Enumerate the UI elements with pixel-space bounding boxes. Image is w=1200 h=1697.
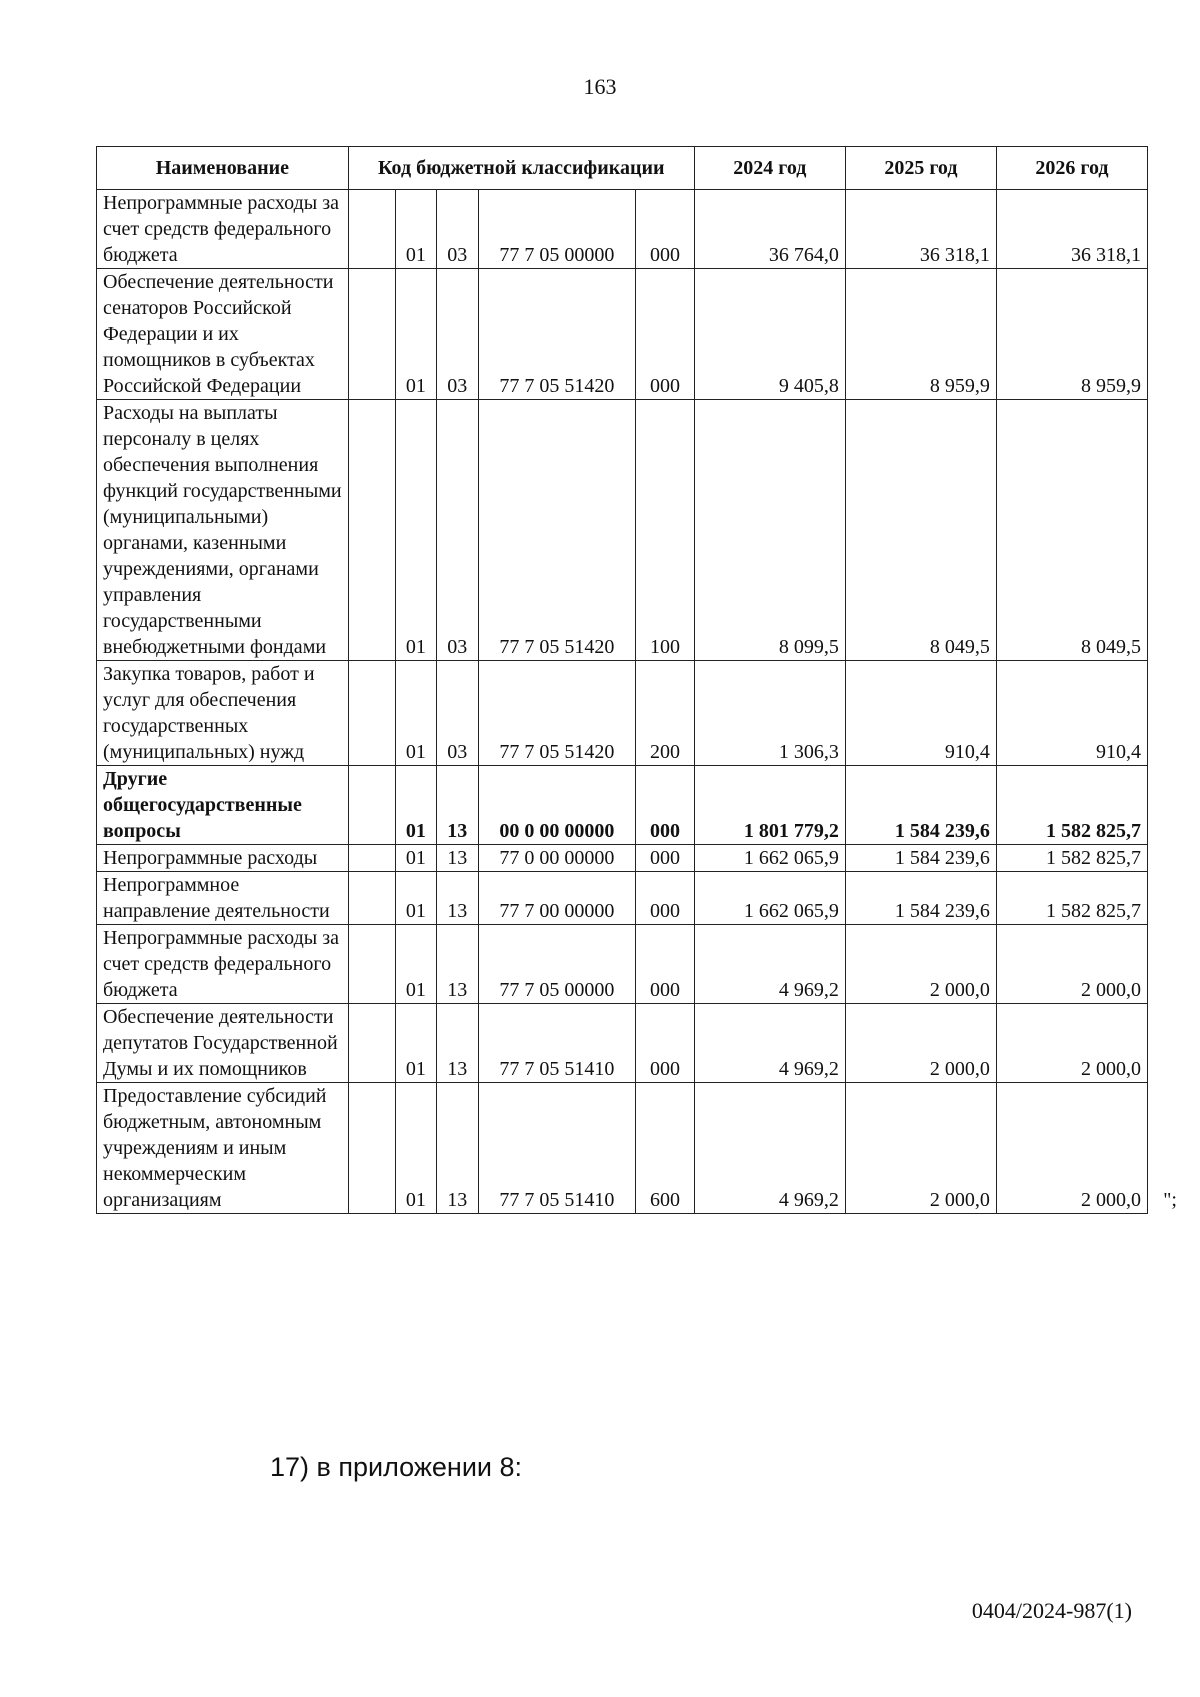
table-row xyxy=(97,872,1148,925)
cell-section: 01 xyxy=(395,190,436,269)
cell-expense-type: 000 xyxy=(636,925,695,1004)
cell-2026: 2 000,0 "; xyxy=(996,1083,1147,1214)
header-code: Код бюджетной классификации xyxy=(348,147,694,190)
table-row xyxy=(97,1083,1148,1214)
cell-subsection: 13 xyxy=(436,872,478,925)
cell-expense-type: 000 xyxy=(636,1004,695,1083)
cell-name: Предоставление субсидий бюджетным, автономным учреждениям и иным некоммерческим организациям xyxy=(97,1083,349,1214)
cell-subsection: 13 xyxy=(436,1004,478,1083)
cell-target-article: 77 7 05 51410 xyxy=(478,1004,635,1083)
cell-empty xyxy=(348,766,395,845)
cell-2024: 4 969,2 xyxy=(694,925,845,1004)
cell-2026: 2 000,0 xyxy=(996,1004,1147,1083)
table-row xyxy=(97,190,1148,269)
document-number: 0404/2024-987(1) xyxy=(971,1598,1132,1623)
cell-target-article: 00 0 00 00000 xyxy=(478,766,635,845)
cell-name: Обеспечение деятельности сенаторов Российской Федерации и их помощников в субъектах Российской Федерации xyxy=(97,269,349,400)
cell-subsection: 13 xyxy=(436,845,478,872)
table-row xyxy=(97,661,1148,766)
cell-subsection: 03 xyxy=(436,190,478,269)
cell-empty xyxy=(348,661,395,766)
cell-empty xyxy=(348,872,395,925)
cell-2024: 1 801 779,2 xyxy=(694,766,845,845)
table-row xyxy=(97,925,1148,1004)
cell-expense-type: 000 xyxy=(636,872,695,925)
cell-expense-type: 600 xyxy=(636,1083,695,1214)
cell-name: Непрограммные расходы за счет средств федерального бюджета xyxy=(97,190,349,269)
table-row xyxy=(97,400,1148,661)
cell-2026: 1 582 825,7 xyxy=(996,766,1147,845)
cell-subsection: 03 xyxy=(436,269,478,400)
cell-expense-type: 000 xyxy=(636,766,695,845)
cell-section: 01 xyxy=(395,269,436,400)
cell-section: 01 xyxy=(395,845,436,872)
header-2024: 2024 год xyxy=(694,147,845,190)
cell-subsection: 03 xyxy=(436,400,478,661)
cell-section: 01 xyxy=(395,925,436,1004)
cell-2026: 1 582 825,7 xyxy=(996,845,1147,872)
cell-2025: 910,4 xyxy=(845,661,996,766)
cell-name: Непрограммные расходы xyxy=(97,845,349,872)
header-2025: 2025 год xyxy=(845,147,996,190)
table-row xyxy=(97,269,1148,400)
cell-2026: 1 582 825,7 xyxy=(996,872,1147,925)
cell-empty xyxy=(348,400,395,661)
header-name: Наименование xyxy=(97,147,349,190)
cell-2024: 9 405,8 xyxy=(694,269,845,400)
table-row xyxy=(97,845,1148,872)
cell-target-article: 77 7 05 51420 xyxy=(478,269,635,400)
cell-2025: 1 584 239,6 xyxy=(845,845,996,872)
cell-2026: 8 049,5 xyxy=(996,400,1147,661)
cell-2026: 910,4 xyxy=(996,661,1147,766)
cell-2024: 1 662 065,9 xyxy=(694,872,845,925)
cell-2025: 1 584 239,6 xyxy=(845,872,996,925)
cell-2026: 8 959,9 xyxy=(996,269,1147,400)
cell-subsection: 13 xyxy=(436,766,478,845)
table-row xyxy=(97,1004,1148,1083)
cell-2025: 2 000,0 xyxy=(845,925,996,1004)
section-heading: 17) в приложении 8: xyxy=(270,1452,523,1482)
cell-2025: 8 959,9 xyxy=(845,269,996,400)
cell-2025: 8 049,5 xyxy=(845,400,996,661)
cell-2024: 36 764,0 xyxy=(694,190,845,269)
header-2026: 2026 год xyxy=(996,147,1147,190)
cell-section: 01 xyxy=(395,661,436,766)
cell-target-article: 77 7 05 51420 xyxy=(478,400,635,661)
cell-target-article: 77 7 00 00000 xyxy=(478,872,635,925)
page-number: 163 xyxy=(583,74,617,99)
table-body xyxy=(97,190,1177,1214)
cell-section: 01 xyxy=(395,1083,436,1214)
cell-section: 01 xyxy=(395,766,436,845)
cell-name: Непрограммные расходы за счет средств федерального бюджета xyxy=(97,925,349,1004)
closing-quote-mark: "; xyxy=(1163,1189,1177,1211)
cell-expense-type: 000 xyxy=(636,269,695,400)
table-row xyxy=(97,766,1148,845)
cell-name: Закупка товаров, работ и услуг для обеспечения государственных (муниципальных) нужд xyxy=(97,661,349,766)
cell-expense-type: 000 xyxy=(636,190,695,269)
cell-empty xyxy=(348,190,395,269)
cell-2025: 2 000,0 xyxy=(845,1004,996,1083)
cell-name: Обеспечение деятельности депутатов Государственной Думы и их помощников xyxy=(97,1004,349,1083)
cell-empty xyxy=(348,269,395,400)
cell-2024: 4 969,2 xyxy=(694,1004,845,1083)
cell-subsection: 13 xyxy=(436,925,478,1004)
cell-2024: 4 969,2 xyxy=(694,1083,845,1214)
cell-target-article: 77 7 05 00000 xyxy=(478,190,635,269)
cell-expense-type: 000 xyxy=(636,845,695,872)
cell-empty xyxy=(348,1004,395,1083)
cell-empty xyxy=(348,845,395,872)
cell-expense-type: 100 xyxy=(636,400,695,661)
cell-section: 01 xyxy=(395,872,436,925)
cell-target-article: 77 7 05 51420 xyxy=(478,661,635,766)
cell-section: 01 xyxy=(395,400,436,661)
cell-name: Расходы на выплаты персоналу в целях обеспечения выполнения функций государственными (муниципальными) органами, казенными учреждениями, органами управления государственными внебюджетными фондами xyxy=(97,400,349,661)
cell-2024: 1 662 065,9 xyxy=(694,845,845,872)
cell-2024: 8 099,5 xyxy=(694,400,845,661)
cell-2026: 36 318,1 xyxy=(996,190,1147,269)
cell-target-article: 77 7 05 51410 xyxy=(478,1083,635,1214)
cell-target-article: 77 7 05 00000 xyxy=(478,925,635,1004)
cell-empty xyxy=(348,1083,395,1214)
cell-name: Непрограммное направление деятельности xyxy=(97,872,349,925)
cell-empty xyxy=(348,925,395,1004)
cell-2026: 2 000,0 xyxy=(996,925,1147,1004)
cell-2025: 36 318,1 xyxy=(845,190,996,269)
cell-name: Другие общегосударственные вопросы xyxy=(97,766,349,845)
cell-subsection: 03 xyxy=(436,661,478,766)
table-header-row xyxy=(97,147,1148,190)
cell-section: 01 xyxy=(395,1004,436,1083)
cell-2024: 1 306,3 xyxy=(694,661,845,766)
budget-table xyxy=(96,146,1177,1214)
cell-subsection: 13 xyxy=(436,1083,478,1214)
cell-2025: 1 584 239,6 xyxy=(845,766,996,845)
cell-expense-type: 200 xyxy=(636,661,695,766)
cell-2025: 2 000,0 xyxy=(845,1083,996,1214)
cell-target-article: 77 0 00 00000 xyxy=(478,845,635,872)
